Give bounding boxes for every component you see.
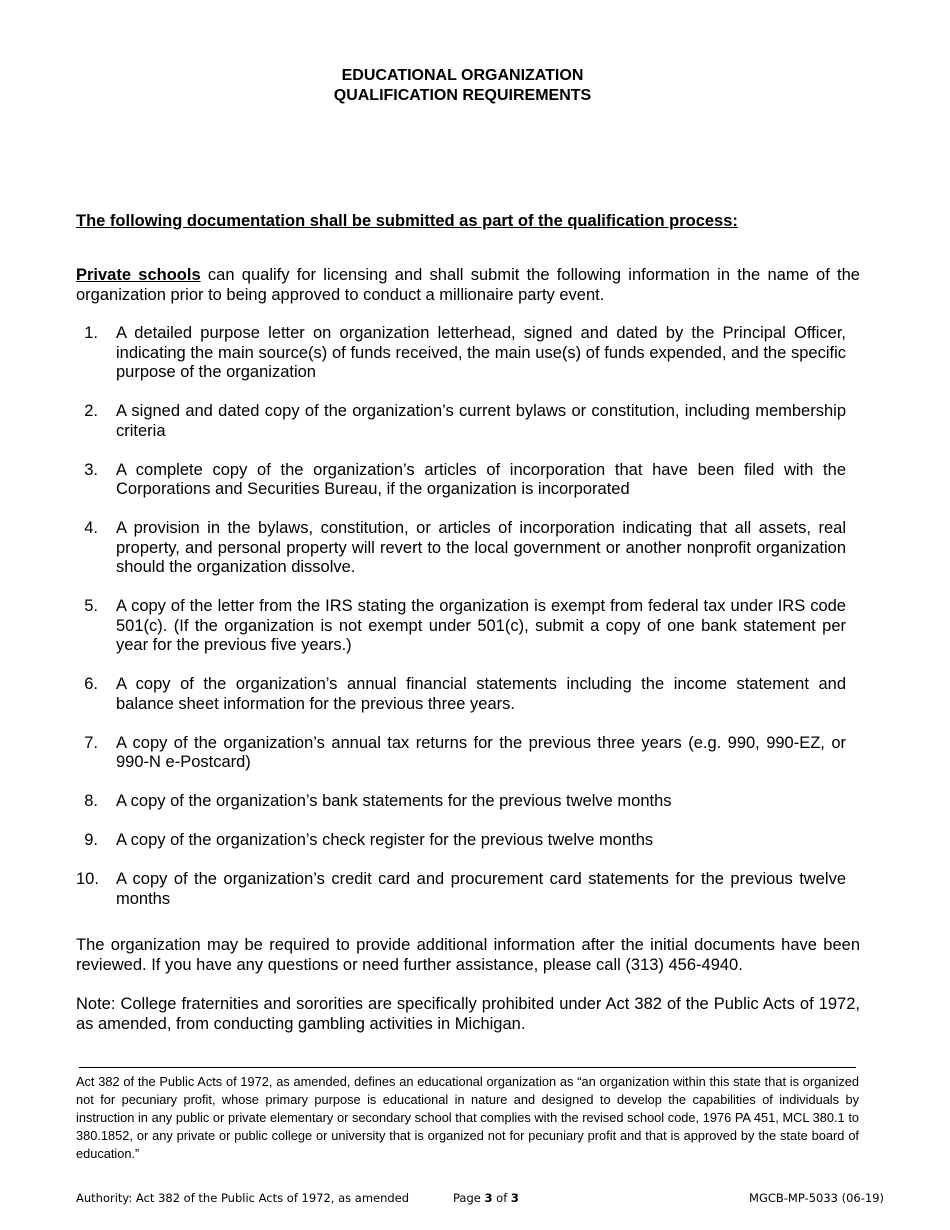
- intro-paragraph: [76, 265, 860, 305]
- list-item-text: A copy of the organization’s annual financial statements including the income statement and balance sheet information for the previous three years.: [116, 675, 846, 713]
- page-of: of: [492, 1191, 511, 1205]
- list-item: [76, 597, 846, 656]
- list-item-text: A complete copy of the organization’s articles of incorporation that have been filed with the Corporations and Securities Bureau, if the organization is incorporated: [116, 460, 846, 498]
- intro-lead: Private schools: [76, 266, 201, 284]
- list-item-number: 10.: [76, 870, 99, 888]
- list-item-number: 5.: [84, 597, 98, 615]
- list-item-number: 6.: [84, 675, 98, 693]
- section-heading: The following documentation shall be submitted as part of the qualification process:: [76, 212, 738, 230]
- list-item: [76, 402, 846, 441]
- list-item-text: A copy of the organization’s bank statements for the previous twelve months: [116, 792, 672, 810]
- list-item: [76, 734, 846, 773]
- list-item-text: A copy of the organization’s check register for the previous twelve months: [116, 831, 654, 849]
- list-item-text: A copy of the organization’s annual tax returns for the previous three years (e.g. 990, 990-EZ, or 990-N e-Postcard): [116, 733, 846, 771]
- list-item-number: 9.: [84, 831, 98, 849]
- page-prefix: Page: [453, 1191, 485, 1205]
- closing-paragraph: The organization may be required to provide additional information after the initial documents have been reviewed. If you have any questions or need further assistance, please call (313) 456-4940.: [76, 936, 860, 974]
- footnote: Act 382 of the Public Acts of 1972, as amended, defines an educational organization as “an organization within this state that is organized not for pecuniary profit, whose primary purpose is educational in nature and designed to develop the capabilities of individuals by instruction in any public or private elementary or secondary school that complies with the revised school code, 1976 PA 451, MCL 380.1 to 380.1852, or any private or public college or university that is organized not for pecuniary profit and that is approved by the state board of education.”: [76, 1074, 859, 1161]
- footnote-divider: [79, 1067, 856, 1068]
- page-total: 3: [510, 1191, 519, 1205]
- list-item: [76, 831, 846, 851]
- list-item-text: A copy of the letter from the IRS stating the organization is exempt from federal tax under IRS code 501(c). (If the organization is not exempt under 501(c), submit a copy of one bank statement per year for the previous five years.): [116, 597, 846, 654]
- footer-form-id: MGCB-MP-5033 (06-19): [749, 1191, 884, 1205]
- list-item-text: A provision in the bylaws, constitution, or articles of incorporation indicating that all assets, real property, and personal property will revert to the local government or another nonprofit organization should the organization dissolve.: [116, 519, 846, 576]
- requirements-list: [76, 324, 846, 929]
- list-item: [76, 675, 846, 714]
- list-item: [76, 870, 846, 909]
- note-paragraph: Note: College fraternities and sororities are specifically prohibited under Act 382 of the Public Acts of 1972, as amended, from conducting gambling activities in Michigan.: [76, 995, 860, 1033]
- footer-authority: Authority: Act 382 of the Public Acts of 1972, as amended: [76, 1191, 410, 1205]
- intro-text: can qualify for licensing and shall submit the following information in the name of the organization prior to being approved to conduct a millionaire party event.: [76, 266, 860, 304]
- list-item-number: 2.: [84, 402, 98, 420]
- title-line-1: EDUCATIONAL ORGANIZATION: [341, 67, 584, 84]
- list-item-number: 7.: [84, 733, 98, 752]
- list-item: [76, 324, 846, 383]
- document-title: [0, 66, 925, 106]
- list-item: [76, 792, 846, 812]
- list-item-number: 1.: [84, 324, 98, 342]
- list-item-text: A signed and dated copy of the organization’s current bylaws or constitution, including membership criteria: [116, 402, 846, 440]
- list-item: [76, 519, 846, 578]
- list-item: [76, 461, 846, 500]
- footer-page-number: [453, 1191, 519, 1205]
- page-current: 3: [484, 1191, 493, 1205]
- list-item-number: 3.: [84, 460, 98, 479]
- list-item-number: 4.: [84, 519, 98, 537]
- title-line-2: QUALIFICATION REQUIREMENTS: [333, 87, 592, 104]
- list-item-number: 8.: [84, 792, 98, 810]
- list-item-text: A copy of the organization’s credit card and procurement card statements for the previous twelve months: [116, 870, 846, 908]
- list-item-text: A detailed purpose letter on organization letterhead, signed and dated by the Principal Officer, indicating the main source(s) of funds received, the main use(s) of funds expended, and the specific purpose of the organization: [116, 324, 846, 381]
